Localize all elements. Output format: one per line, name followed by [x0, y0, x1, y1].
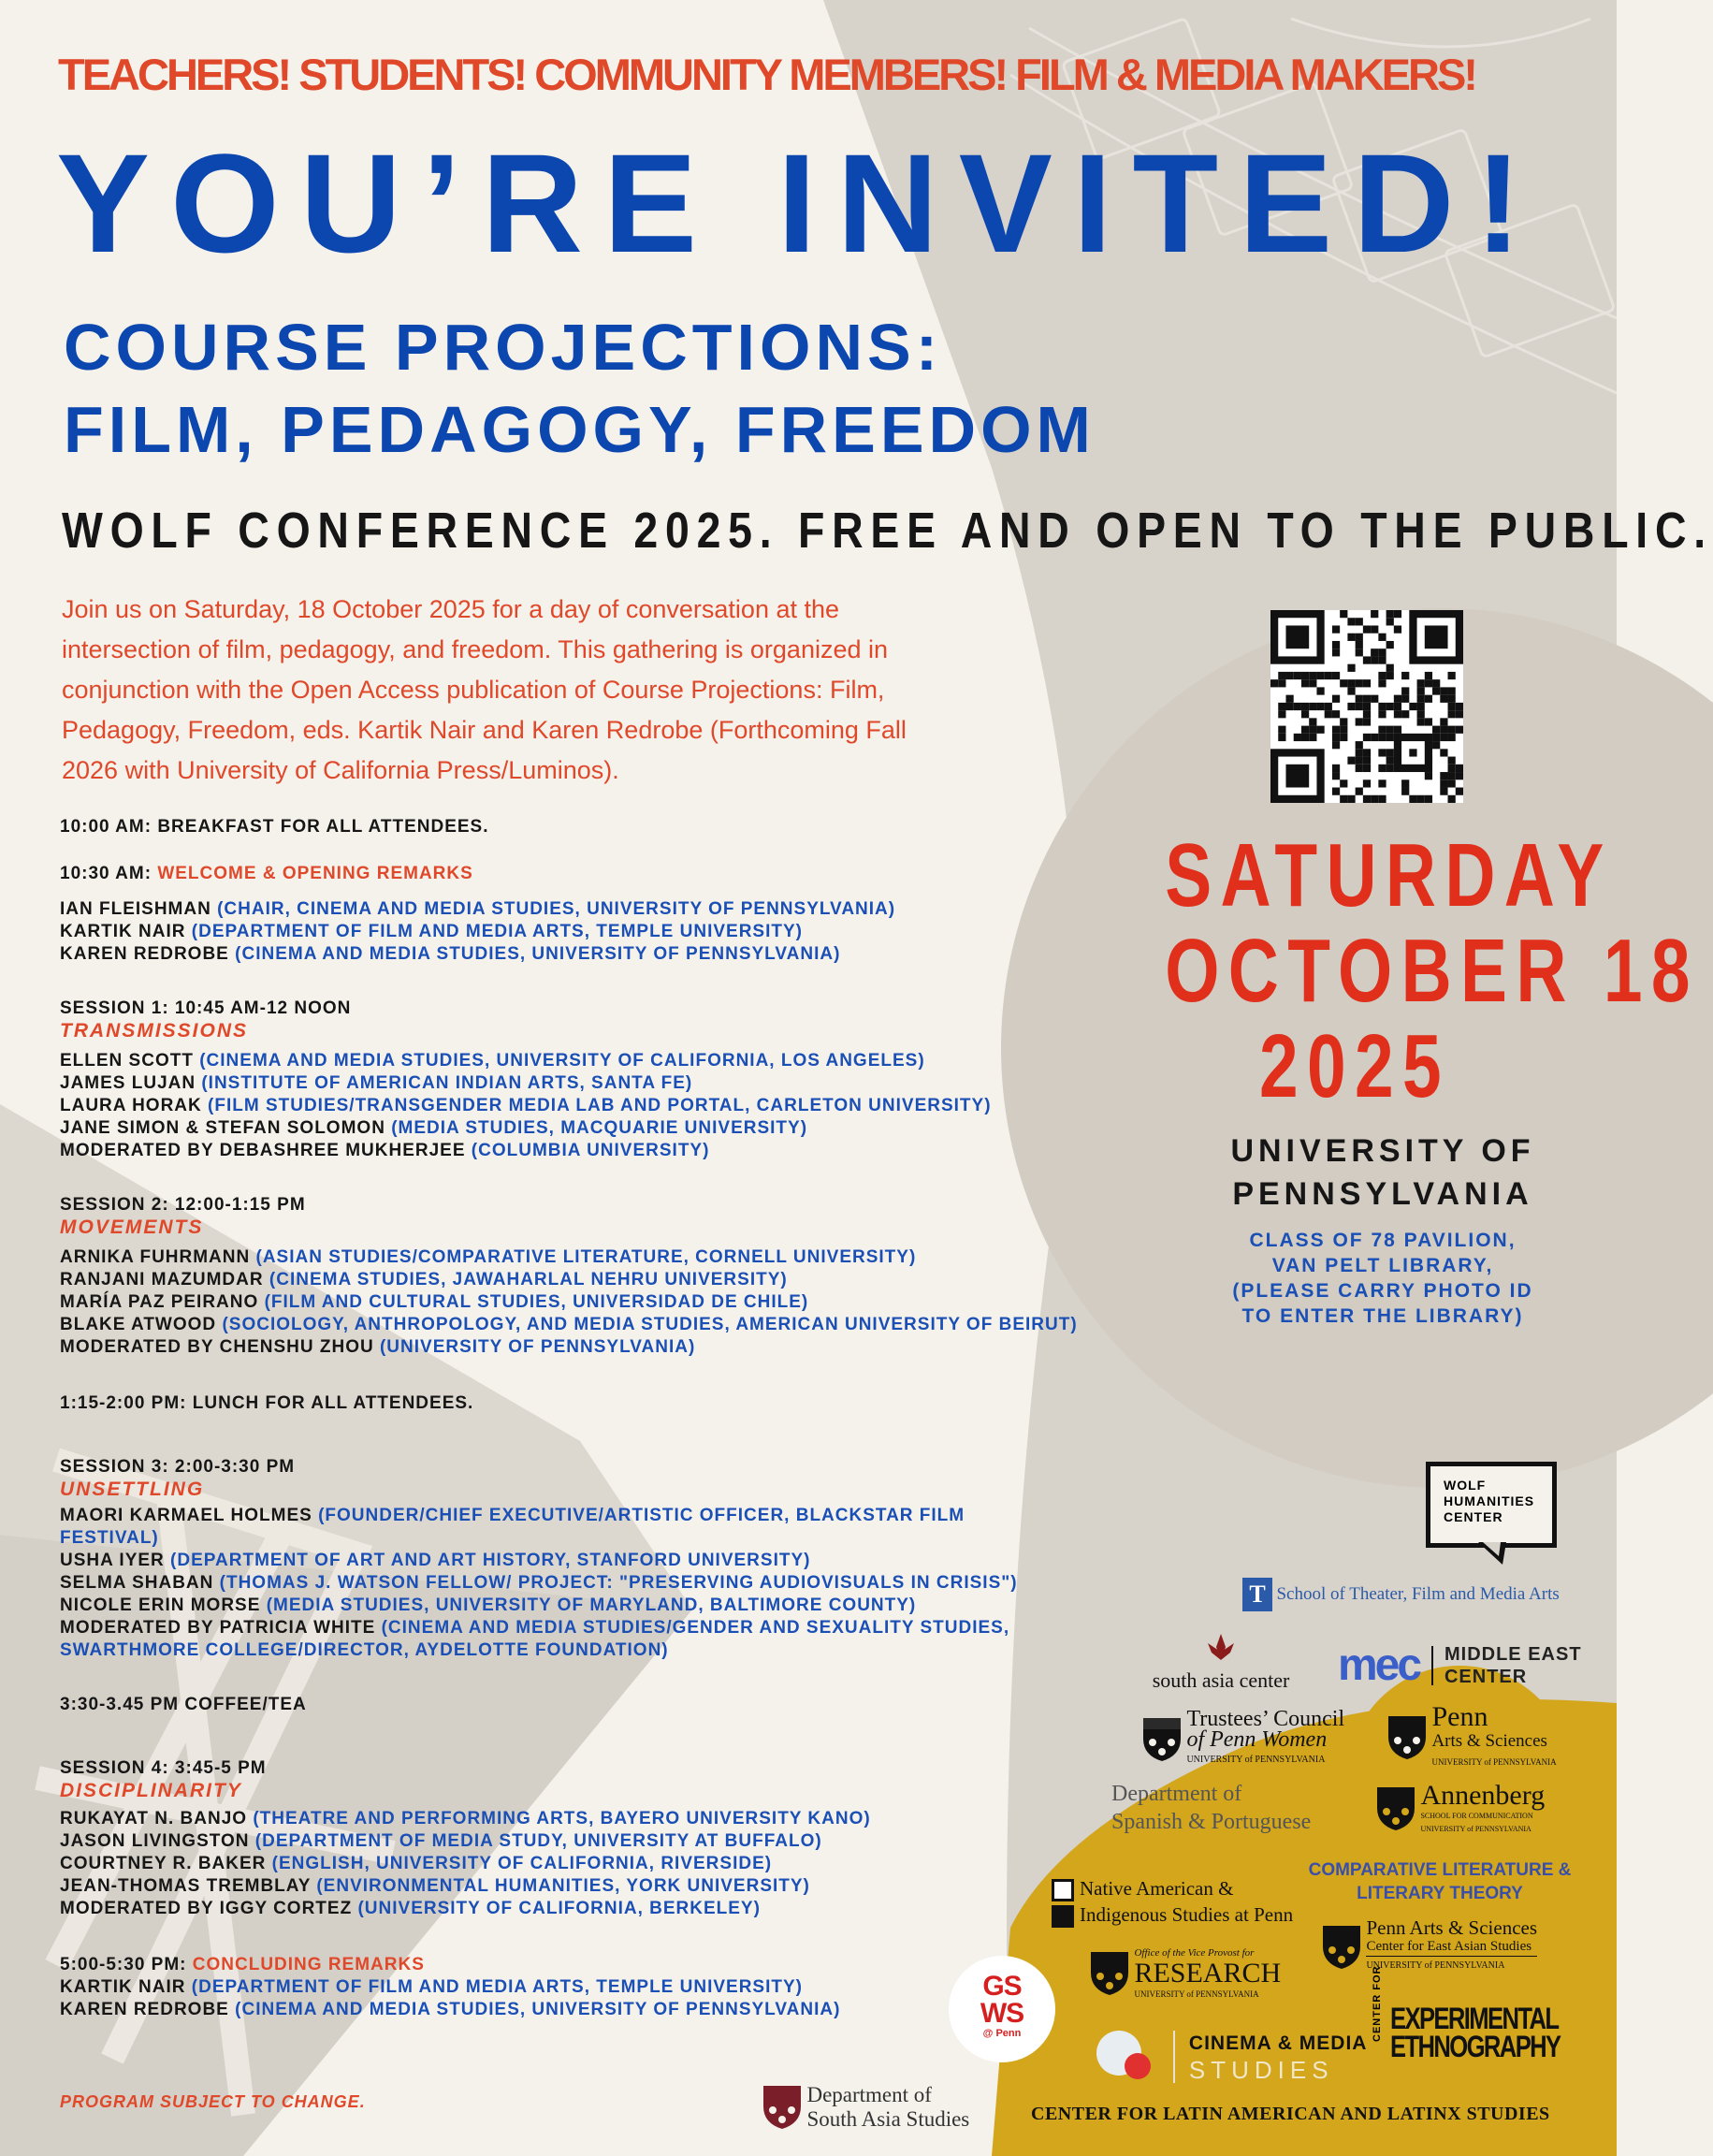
penn-line: Penn	[1431, 1701, 1488, 1732]
research-line: UNIVERSITY of PENNSYLVANIA	[1134, 1989, 1259, 1999]
speaker-row	[60, 1572, 1183, 1595]
spanish-line: Department of	[1111, 1782, 1242, 1806]
gsws-line: GS	[982, 1971, 1022, 2002]
speaker-affiliation: (COLUMBIA UNIVERSITY)	[471, 1141, 710, 1160]
intro-paragraph	[62, 590, 1053, 791]
speaker-affiliation: (CINEMA AND MEDIA STUDIES, UNIVERSITY OF PENNSYLVANIA)	[235, 944, 841, 964]
divider	[1431, 1646, 1433, 1685]
spanish-line: Spanish & Portuguese	[1111, 1810, 1312, 1834]
speaker-name: COURTNEY R. BAKER	[60, 1854, 267, 1873]
speaker-row	[60, 1269, 1183, 1291]
event-date: OCTOBER 18	[1165, 921, 1699, 1021]
closing-time: 5:00-5:30 PM:	[60, 1955, 193, 1974]
session3-speakers	[60, 1505, 1183, 1662]
trustees-line: UNIVERSITY of PENNSYLVANIA	[1186, 1755, 1326, 1765]
mustard-circle	[1347, 1666, 1572, 1890]
wolf-line: CENTER	[1444, 1509, 1503, 1524]
speaker-name: BLAKE ATWOOD	[60, 1315, 217, 1334]
temple-tfma-logo	[1242, 1578, 1560, 1611]
speaker-affiliation: (FILM AND CULTURAL STUDIES, UNIVERSIDAD DE CHILE)	[264, 1292, 809, 1312]
mec-line: MIDDLE EAST	[1444, 1643, 1582, 1665]
gsws-logo	[949, 1956, 1055, 2062]
speaker-affiliation: (THEATRE AND PERFORMING ARTS, BAYERO UNIVERSITY KANO)	[253, 1809, 871, 1828]
speaker-name: JASON LIVINGSTON	[60, 1831, 250, 1851]
gsws-line: @ Penn	[982, 2028, 1022, 2039]
sas-line: Department of	[806, 2083, 932, 2106]
session2-title: MOVEMENTS	[60, 1216, 204, 1238]
title-line-2: FILM, PEDAGOGY, FREEDOM	[64, 393, 1096, 466]
speaker-name: MODERATED BY PATRICIA WHITE	[60, 1618, 376, 1638]
trustees-council-logo	[1141, 1709, 1344, 1770]
speaker-row	[60, 1550, 1183, 1572]
speaker-row	[60, 1140, 1183, 1162]
speaker-affiliation: (DEPARTMENT OF FILM AND MEDIA ARTS, TEMPLE UNIVERSITY)	[191, 922, 803, 941]
intro-line: conjunction with the Open Access publication of Course Projections: Film,	[62, 676, 885, 704]
speaker-affiliation: (DEPARTMENT OF ART AND ART HISTORY, STANFORD UNIVERSITY)	[170, 1551, 811, 1570]
speaker-affiliation: (DEPARTMENT OF FILM AND MEDIA ARTS, TEMPLE UNIVERSITY)	[191, 1977, 803, 1997]
speaker-row	[60, 1527, 1183, 1550]
speaker-affiliation: (MEDIA STUDIES, UNIVERSITY OF MARYLAND, BALTIMORE COUNTY)	[266, 1595, 917, 1615]
intro-line: 2026 with University of California Press/Luminos).	[62, 756, 619, 784]
research-line: RESEARCH	[1134, 1958, 1282, 1988]
native-american-studies-logo	[1052, 1875, 1293, 1928]
speaker-row	[60, 921, 1183, 943]
speaker-affiliation: (INSTITUTE OF AMERICAN INDIAN ARTS, SANTA FE)	[201, 1073, 693, 1093]
speaker-row	[60, 1898, 1183, 1920]
location-line: VAN PELT LIBRARY,	[1271, 1255, 1494, 1276]
intro-line: Join us on Saturday, 18 October 2025 for a day of conversation at the	[62, 595, 840, 623]
speaker-row	[60, 1595, 1183, 1617]
session4-time: SESSION 4: 3:45-5 PM	[60, 1758, 267, 1778]
south-asia-center-logo	[1123, 1632, 1319, 1693]
speaker-name: ARNIKA FUHRMANN	[60, 1247, 251, 1267]
venue-line-1: UNIVERSITY OF	[1230, 1133, 1535, 1169]
program-note: PROGRAM SUBJECT TO CHANGE.	[60, 2092, 366, 2111]
location-line: (PLEASE CARRY PHOTO ID	[1232, 1280, 1533, 1302]
research-office-logo	[1089, 1946, 1281, 2001]
sas-line: South Asia Studies	[806, 2107, 970, 2131]
speaker-row	[60, 1291, 1183, 1314]
cinema-media-studies-logo	[1093, 2027, 1367, 2087]
speaker-affiliation: FESTIVAL)	[60, 1528, 159, 1548]
session1-speakers	[60, 1050, 1183, 1162]
speaker-affiliation: (CINEMA AND MEDIA STUDIES, UNIVERSITY OF CALIFORNIA, LOS ANGELES)	[199, 1051, 925, 1071]
location-line: TO ENTER THE LIBRARY)	[1241, 1305, 1524, 1327]
speaker-row	[60, 1853, 1183, 1875]
speaker-name: KARTIK NAIR	[60, 922, 186, 941]
speaker-row	[60, 1336, 1183, 1359]
lens-circles-icon	[1093, 2027, 1160, 2087]
spanish-portuguese-logo	[1111, 1780, 1311, 1836]
speaker-row	[60, 1639, 1183, 1662]
speaker-name: LAURA HORAK	[60, 1096, 202, 1115]
speech-tail-icon	[1478, 1542, 1506, 1568]
divider	[1173, 2031, 1175, 2083]
speaker-affiliation: SWARTHMORE COLLEGE/DIRECTOR, AYDELOTTE FOUNDATION)	[60, 1640, 669, 1660]
headline: YOU’RE INVITED!	[56, 124, 1543, 282]
speaker-name: MAORI KARMAEL HOLMES	[60, 1506, 312, 1525]
speaker-affiliation: (CINEMA AND MEDIA STUDIES/GENDER AND SEXUALITY STUDIES,	[381, 1618, 1010, 1638]
speaker-affiliation: (CHAIR, CINEMA AND MEDIA STUDIES, UNIVERSITY OF PENNSYLVANIA)	[217, 899, 896, 919]
complit-line: LITERARY THEORY	[1357, 1884, 1523, 1903]
penn-shield-icon	[1386, 1714, 1428, 1761]
speaker-affiliation: (UNIVERSITY OF CALIFORNIA, BERKELEY)	[357, 1899, 761, 1918]
ethno-side-label: CENTER FOR	[1372, 1965, 1383, 2042]
welcome-time: 10:30 AM:	[60, 864, 158, 883]
speaker-name: MODERATED BY DEBASHREE MUKHERJEE	[60, 1141, 466, 1160]
coffee-item: 3:30-3.45 PM COFFEE/TEA	[60, 1695, 307, 1714]
welcome-label: WELCOME & OPENING REMARKS	[157, 864, 473, 883]
venue-line-2: PENNSYLVANIA	[1232, 1176, 1533, 1212]
speaker-row	[60, 1617, 1183, 1639]
temple-label: School of Theater, Film and Media Arts	[1276, 1584, 1560, 1604]
speaker-name: SELMA SHABAN	[60, 1573, 214, 1593]
trustees-line: Trustees’ Council	[1186, 1707, 1345, 1731]
speaker-affiliation: (CINEMA STUDIES, JAWAHARLAL NEHRU UNIVERSITY)	[269, 1270, 788, 1289]
speaker-row	[60, 1875, 1183, 1898]
audience-kicker: TEACHERS! STUDENTS! COMMUNITY MEMBERS! FILM & MEDIA MAKERS!	[58, 50, 1475, 99]
title-line-1: COURSE PROJECTIONS:	[64, 311, 942, 384]
session1-time: SESSION 1: 10:45 AM-12 NOON	[60, 998, 352, 1018]
mec-mark: mec	[1338, 1640, 1420, 1690]
ethno-line: ETHNOGRAPHY	[1390, 2030, 1561, 2063]
comparative-literature-logo	[1295, 1858, 1585, 1905]
penn-shield-icon	[1089, 1950, 1130, 1997]
wolf-line: HUMANITIES	[1444, 1493, 1535, 1508]
welcome-item	[60, 863, 1183, 885]
speaker-name: JEAN-THOMAS TREMBLAY	[60, 1876, 312, 1896]
research-line: Office of the Vice Provost for	[1134, 1947, 1255, 1959]
speaker-affiliation: (THOMAS J. WATSON FELLOW/ PROJECT: "PRESERVING AUDIOVISUALS IN CRISIS")	[219, 1573, 1018, 1593]
east-asian-line: UNIVERSITY of PENNSYLVANIA	[1366, 1956, 1537, 1975]
speaker-name: MODERATED BY CHENSHU ZHOU	[60, 1337, 374, 1357]
session3-title: UNSETTLING	[60, 1479, 205, 1500]
session4-speakers	[60, 1808, 1183, 1920]
speaker-name: ELLEN SCOTT	[60, 1051, 194, 1071]
intro-line: Pedagogy, Freedom, eds. Kartik Nair and Karen Redrobe (Forthcoming Fall	[62, 716, 907, 744]
penn-shield-icon	[1375, 1785, 1416, 1832]
mec-line: CENTER	[1444, 1666, 1528, 1687]
speaker-affiliation: (UNIVERSITY OF PENNSYLVANIA)	[379, 1337, 696, 1357]
clals-logo: CENTER FOR LATIN AMERICAN AND LATINX STUDIES	[1031, 2104, 1550, 2124]
speaker-name: NICOLE ERIN MORSE	[60, 1595, 261, 1615]
speaker-row	[60, 1050, 1183, 1072]
speaker-name: KAREN REDROBE	[60, 2000, 229, 2019]
temple-t-icon: T	[1242, 1578, 1272, 1611]
lunch-item: 1:15-2:00 PM: LUNCH FOR ALL ATTENDEES.	[60, 1393, 474, 1413]
annenberg-logo	[1375, 1782, 1545, 1836]
middle-east-center-logo	[1338, 1639, 1582, 1691]
session4-title: DISCIPLINARITY	[60, 1780, 242, 1801]
session1-title: TRANSMISSIONS	[60, 1020, 249, 1042]
qr-code[interactable]	[1270, 610, 1463, 803]
speaker-name: IAN FLEISHMAN	[60, 899, 211, 919]
speaker-name: MODERATED BY IGGY CORTEZ	[60, 1899, 353, 1918]
speaker-affiliation: (ENVIRONMENTAL HUMANITIES, YORK UNIVERSITY)	[316, 1876, 810, 1896]
speaker-name: JANE SIMON & STEFAN SOLOMON	[60, 1118, 385, 1138]
session2-speakers	[60, 1246, 1183, 1359]
speaker-name: JAMES LUJAN	[60, 1073, 196, 1093]
speaker-row	[60, 1117, 1183, 1140]
wolf-line: WOLF	[1444, 1478, 1487, 1493]
annenberg-line: SCHOOL FOR COMMUNICATION	[1420, 1812, 1533, 1820]
speaker-row	[60, 1505, 1183, 1527]
penn-line: Arts & Sciences	[1431, 1731, 1547, 1751]
intro-line: intersection of film, pedagogy, and freedom. This gathering is organized in	[62, 635, 889, 663]
wolf-humanities-logo	[1426, 1462, 1557, 1548]
program-schedule	[60, 816, 1183, 2021]
cinema-line: STUDIES	[1188, 2056, 1334, 2084]
speaker-row	[60, 1808, 1183, 1830]
speaker-name: MARÍA PAZ PEIRANO	[60, 1292, 259, 1312]
square-icon	[1052, 1879, 1074, 1901]
speaker-affiliation: (ENGLISH, UNIVERSITY OF CALIFORNIA, RIVERSIDE)	[271, 1854, 773, 1873]
south-asia-studies-logo	[762, 2083, 969, 2132]
speaker-name: RUKAYAT N. BANJO	[60, 1809, 248, 1828]
ethno-line: EXPERIMENTAL	[1390, 2002, 1559, 2035]
east-asian-line: Penn Arts & Sciences	[1366, 1916, 1538, 1939]
session2-time: SESSION 2: 12:00-1:15 PM	[60, 1195, 306, 1215]
speaker-row	[60, 1072, 1183, 1095]
lotus-icon	[1202, 1632, 1240, 1664]
speaker-affiliation: (SOCIOLOGY, ANTHROPOLOGY, AND MEDIA STUDIES, AMERICAN UNIVERSITY OF BEIRUT)	[222, 1315, 1078, 1334]
welcome-speakers	[60, 898, 1183, 966]
session3-time: SESSION 3: 2:00-3:30 PM	[60, 1457, 296, 1477]
location-line: CLASS OF 78 PAVILION,	[1249, 1230, 1517, 1251]
breakfast-item: 10:00 AM: BREAKFAST FOR ALL ATTENDEES.	[60, 817, 489, 837]
penn-shield-icon	[1141, 1716, 1183, 1763]
location-details	[1168, 1228, 1598, 1329]
native-line: Native American &	[1080, 1877, 1234, 1900]
native-line: Indigenous Studies at Penn	[1080, 1903, 1294, 1927]
event-year: 2025	[1258, 1016, 1451, 1116]
east-asian-line: Center for East Asian Studies	[1366, 1939, 1532, 1954]
speaker-name: USHA IYER	[60, 1551, 165, 1570]
closing-label: CONCLUDING REMARKS	[192, 1955, 425, 1974]
penn-arts-sciences-logo	[1386, 1703, 1557, 1772]
penn-line: UNIVERSITY of PENNSYLVANIA	[1431, 1757, 1557, 1767]
south-asia-label: south asia center	[1152, 1668, 1290, 1692]
speaker-row	[60, 1246, 1183, 1269]
speaker-affiliation: (ASIAN STUDIES/COMPARATIVE LITERATURE, CORNELL UNIVERSITY)	[255, 1247, 917, 1267]
speaker-row	[60, 1095, 1183, 1117]
trustees-line: of Penn Women	[1186, 1727, 1328, 1752]
speaker-row	[60, 898, 1183, 921]
annenberg-line: UNIVERSITY of PENNSYLVANIA	[1420, 1825, 1532, 1833]
speaker-row	[60, 1830, 1183, 1853]
penn-shield-icon	[762, 2084, 803, 2131]
speaker-affiliation: (FILM STUDIES/TRANSGENDER MEDIA LAB AND PORTAL, CARLETON UNIVERSITY)	[208, 1096, 992, 1115]
square-icon	[1052, 1905, 1074, 1928]
speaker-row	[60, 943, 1183, 966]
annenberg-line: Annenberg	[1420, 1780, 1546, 1811]
event-day: SATURDAY	[1165, 825, 1613, 925]
speaker-row	[60, 1314, 1183, 1336]
conference-line: WOLF CONFERENCE 2025. FREE AND OPEN TO THE PUBLIC.	[62, 503, 1713, 559]
speaker-name: KARTIK NAIR	[60, 1977, 186, 1997]
east-asian-studies-logo	[1321, 1918, 1537, 1975]
penn-shield-icon	[1321, 1924, 1362, 1971]
speaker-affiliation: (CINEMA AND MEDIA STUDIES, UNIVERSITY OF PENNSYLVANIA)	[235, 2000, 841, 2019]
speaker-name: RANJANI MAZUMDAR	[60, 1270, 264, 1289]
speaker-affiliation: (MEDIA STUDIES, MACQUARIE UNIVERSITY)	[391, 1118, 808, 1138]
gsws-line: WS	[980, 1998, 1024, 2029]
complit-line: COMPARATIVE LITERATURE &	[1308, 1860, 1572, 1880]
speaker-affiliation: (FOUNDER/CHIEF EXECUTIVE/ARTISTIC OFFICER, BLACKSTAR FILM	[318, 1506, 965, 1525]
cinema-line: CINEMA & MEDIA	[1188, 2032, 1368, 2054]
speaker-affiliation: (DEPARTMENT OF MEDIA STUDY, UNIVERSITY AT BUFFALO)	[254, 1831, 822, 1851]
speaker-name: KAREN REDROBE	[60, 944, 229, 964]
